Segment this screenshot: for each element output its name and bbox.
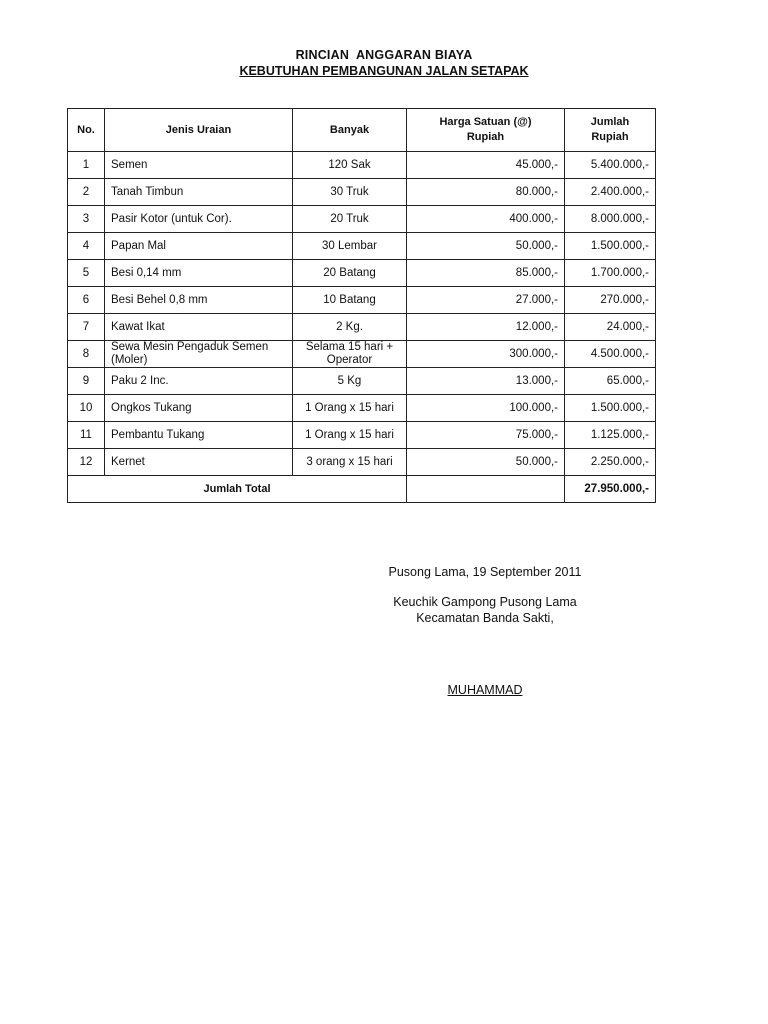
row-description: Ongkos Tukang xyxy=(105,395,293,422)
table-row xyxy=(68,287,656,314)
row-number: 9 xyxy=(68,368,105,395)
row-number: 4 xyxy=(68,233,105,260)
row-number: 12 xyxy=(68,449,105,476)
row-number: 2 xyxy=(68,179,105,206)
title-line-1: RINCIAN ANGGARAN BIAYA xyxy=(295,48,473,62)
row-amount: 8.000.000,- xyxy=(565,206,656,233)
table-row xyxy=(68,260,656,287)
row-unit-price: 100.000,- xyxy=(407,395,565,422)
row-quantity: 120 Sak xyxy=(293,152,407,179)
row-quantity: 1 Orang x 15 hari xyxy=(293,395,407,422)
table-header-row xyxy=(68,109,656,152)
budget-table xyxy=(67,108,656,503)
row-description: Kernet xyxy=(105,449,293,476)
signature-title-line2: Kecamatan Banda Sakti, xyxy=(416,611,554,625)
row-quantity: 20 Truk xyxy=(293,206,407,233)
row-quantity: 10 Batang xyxy=(293,287,407,314)
row-description: Pembantu Tukang xyxy=(105,422,293,449)
row-description: Semen xyxy=(105,152,293,179)
row-amount: 1.500.000,- xyxy=(565,395,656,422)
title-line-2: KEBUTUHAN PEMBANGUNAN JALAN SETAPAK xyxy=(239,64,529,78)
row-unit-price: 50.000,- xyxy=(407,233,565,260)
table-row xyxy=(68,449,656,476)
row-number: 5 xyxy=(68,260,105,287)
row-unit-price: 400.000,- xyxy=(407,206,565,233)
document-title xyxy=(0,47,768,80)
row-quantity: Selama 15 hari + Operator xyxy=(293,341,407,368)
row-number: 8 xyxy=(68,341,105,368)
row-description: Tanah Timbun xyxy=(105,179,293,206)
row-number: 6 xyxy=(68,287,105,314)
row-amount: 24.000,- xyxy=(565,314,656,341)
signature-title-line1: Keuchik Gampong Pusong Lama xyxy=(393,595,577,609)
row-amount: 1.700.000,- xyxy=(565,260,656,287)
row-description: Papan Mal xyxy=(105,233,293,260)
table-row xyxy=(68,314,656,341)
row-number: 3 xyxy=(68,206,105,233)
table-row xyxy=(68,152,656,179)
row-description: Besi 0,14 mm xyxy=(105,260,293,287)
row-amount: 1.500.000,- xyxy=(565,233,656,260)
table-row xyxy=(68,233,656,260)
row-unit-price: 80.000,- xyxy=(407,179,565,206)
header-unit-price xyxy=(407,109,565,152)
row-amount: 270.000,- xyxy=(565,287,656,314)
row-number: 10 xyxy=(68,395,105,422)
header-amount xyxy=(565,109,656,152)
table-row xyxy=(68,368,656,395)
signature-title xyxy=(365,594,605,626)
row-quantity: 20 Batang xyxy=(293,260,407,287)
row-unit-price: 13.000,- xyxy=(407,368,565,395)
row-quantity: 3 orang x 15 hari xyxy=(293,449,407,476)
row-amount: 5.400.000,- xyxy=(565,152,656,179)
row-amount: 1.125.000,- xyxy=(565,422,656,449)
total-amount: 27.950.000,- xyxy=(565,476,656,503)
table-row xyxy=(68,206,656,233)
row-description: Pasir Kotor (untuk Cor). xyxy=(105,206,293,233)
table-row xyxy=(68,179,656,206)
row-amount: 2.250.000,- xyxy=(565,449,656,476)
row-unit-price: 300.000,- xyxy=(407,341,565,368)
row-number: 1 xyxy=(68,152,105,179)
header-no: No. xyxy=(68,109,105,152)
header-quantity: Banyak xyxy=(293,109,407,152)
header-amount-line2: Rupiah xyxy=(591,131,629,143)
header-unit-price-line1: Harga Satuan (@) xyxy=(439,116,532,128)
total-empty-cell xyxy=(407,476,565,503)
total-row xyxy=(68,476,656,503)
table-row xyxy=(68,395,656,422)
row-number: 7 xyxy=(68,314,105,341)
row-number: 11 xyxy=(68,422,105,449)
header-amount-line1: Jumlah xyxy=(590,116,630,128)
row-amount: 65.000,- xyxy=(565,368,656,395)
header-description: Jenis Uraian xyxy=(105,109,293,152)
row-quantity: 5 Kg xyxy=(293,368,407,395)
row-quantity: 30 Lembar xyxy=(293,233,407,260)
row-description: Kawat Ikat xyxy=(105,314,293,341)
row-quantity: 2 Kg. xyxy=(293,314,407,341)
row-description: Besi Behel 0,8 mm xyxy=(105,287,293,314)
row-quantity: 1 Orang x 15 hari xyxy=(293,422,407,449)
table-row xyxy=(68,341,656,368)
signature-place-date: Pusong Lama, 19 September 2011 xyxy=(388,565,582,579)
row-amount: 4.500.000,- xyxy=(565,341,656,368)
row-unit-price: 50.000,- xyxy=(407,449,565,476)
row-description: Paku 2 Inc. xyxy=(105,368,293,395)
row-description: Sewa Mesin Pengaduk Semen (Moler) xyxy=(105,341,293,368)
row-quantity: 30 Truk xyxy=(293,179,407,206)
total-label: Jumlah Total xyxy=(68,476,407,503)
signatory-name: MUHAMMAD xyxy=(447,683,523,697)
row-unit-price: 45.000,- xyxy=(407,152,565,179)
row-amount: 2.400.000,- xyxy=(565,179,656,206)
table-row xyxy=(68,422,656,449)
row-unit-price: 85.000,- xyxy=(407,260,565,287)
header-unit-price-line2: Rupiah xyxy=(466,131,505,143)
row-unit-price: 12.000,- xyxy=(407,314,565,341)
row-unit-price: 75.000,- xyxy=(407,422,565,449)
row-unit-price: 27.000,- xyxy=(407,287,565,314)
